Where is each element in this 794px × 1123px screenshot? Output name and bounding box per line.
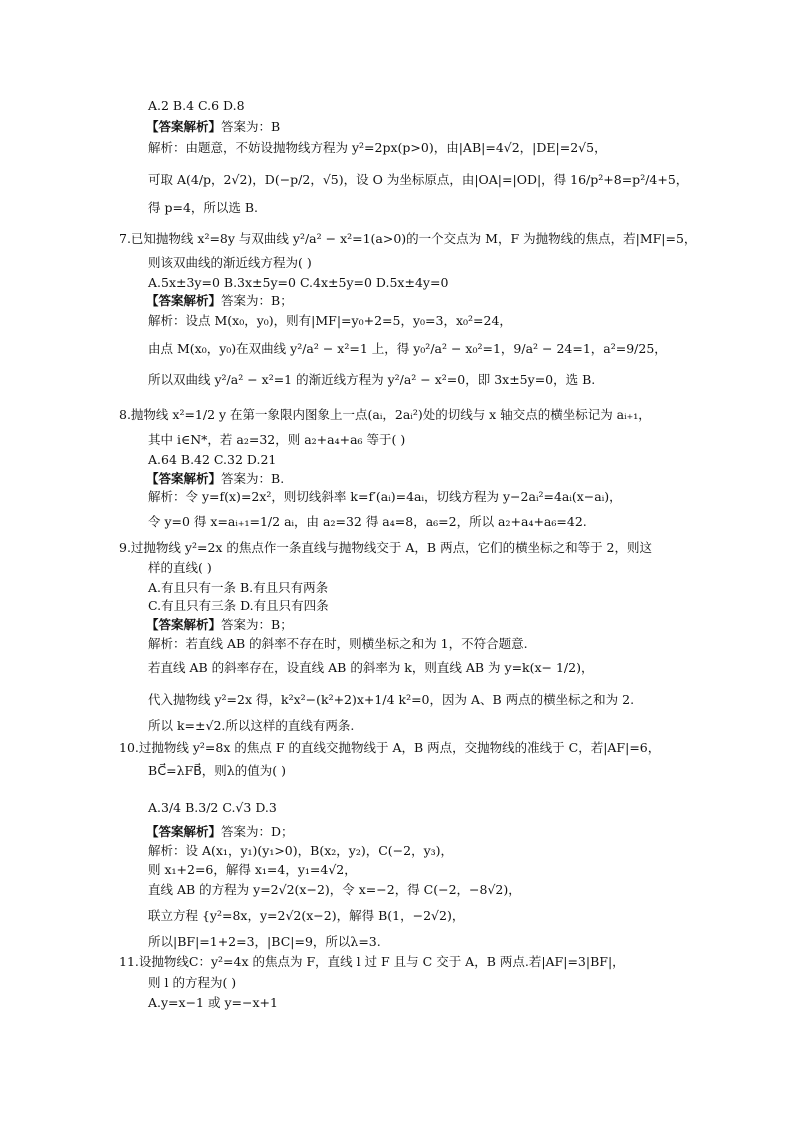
options-q8: A.64 B.42 C.32 D.21	[148, 452, 277, 467]
answer-heading-q6: 【答案解析】答案为：B	[146, 119, 281, 134]
solution-line: 联立方程 {y²=8x，y=2√2(x−2)，解得 B(1，−2√2)，	[148, 908, 465, 923]
question-10: 10.过抛物线 y²=8x 的焦点 F 的直线交抛物线于 A，B 两点，交抛物线的准线于 C，若|AF|=6，	[119, 740, 661, 755]
question-7-cont: 则该双曲线的渐近线方程为( )	[148, 255, 312, 270]
solution-line: 所以|BF|=1+2=3，|BC|=9，所以λ=3.	[148, 934, 381, 949]
solution-line: 可取 A(4/p，2√2)，D(−p/2，√5)，设 O 为坐标原点，由|OA|=|OD|，得 16/p²+8=p²/4+5，	[148, 172, 689, 187]
solution-line: 解析：设 A(x₁，y₁)(y₁>0)，B(x₂，y₂)，C(−2，y₃)，	[148, 843, 454, 858]
solution-line: 所以 k=±√2.所以这样的直线有两条.	[148, 718, 355, 733]
solution-line: 所以双曲线 y²/a² − x²=1 的渐近线方程为 y²/a² − x²=0，即 3x±5y=0，选 B.	[148, 372, 596, 387]
solution-line: 直线 AB 的方程为 y=2√2(x−2)，令 x=−2，得 C(−2，−8√2)，	[148, 882, 521, 897]
question-9-cont: 样的直线( )	[148, 560, 212, 575]
question-9: 9.过抛物线 y²=2x 的焦点作一条直线与抛物线交于 A，B 两点，它们的横坐标之和等于 2，则这	[119, 540, 653, 555]
solution-line: 解析：若直线 AB 的斜率不存在时，则横坐标之和为 1，不符合题意.	[148, 636, 528, 651]
solution-line: 得 p=4，所以选 B.	[148, 200, 259, 215]
answer-heading-q9: 【答案解析】答案为：B；	[146, 617, 293, 632]
solution-line: 代入抛物线 y²=2x 得，k²x²−(k²+2)x+1/4 k²=0，因为 A、B 两点的横坐标之和为 2.	[148, 692, 635, 707]
question-11-cont: 则 l 的方程为( )	[148, 975, 237, 990]
solution-line: 解析：设点 M(x₀，y₀)，则有|MF|=y₀+2=5，y₀=3，x₀²=24，	[148, 313, 512, 328]
answer-heading-q8: 【答案解析】答案为：B.	[146, 471, 285, 486]
question-8-cont: 其中 i∈N*，若 a₂=32，则 a₂+a₄+a₆ 等于( )	[148, 432, 406, 447]
question-7: 7.已知抛物线 x²=8y 与双曲线 y²/a² − x²=1(a>0)的一个交点为 M，F 为抛物线的焦点，若|MF|=5，	[119, 231, 697, 246]
solution-line: 令 y=0 得 x=aᵢ₊₁=1/2 aᵢ，由 a₂=32 得 a₄=8，a₆=2，所以 a₂+a₄+a₆=42.	[148, 514, 587, 529]
solution-line: 解析：令 y=f(x)=2x²，则切线斜率 k=f′(aᵢ)=4aᵢ，切线方程为 y−2aᵢ²=4aᵢ(x−aᵢ)，	[148, 489, 622, 504]
options-q9-cd: C.有且只有三条 D.有且只有四条	[148, 598, 329, 613]
answer-heading-q10: 【答案解析】答案为：D；	[146, 824, 294, 839]
solution-line: 若直线 AB 的斜率存在，设直线 AB 的斜率为 k，则直线 AB 为 y=k(x− 1/2)，	[148, 660, 594, 675]
question-11: 11.设抛物线C：y²=4x 的焦点为 F，直线 l 过 F 且与 C 交于 A，B 两点.若|AF|=3|BF|，	[119, 954, 625, 969]
options-q10: A.3/4 B.3/2 C.√3 D.3	[148, 800, 277, 815]
options-q6: A.2 B.4 C.6 D.8	[148, 98, 245, 113]
options-q9-ab: A.有且只有一条 B.有且只有两条	[148, 580, 329, 595]
question-8: 8.抛物线 x²=1/2 y 在第一象限内图象上一点(aᵢ，2aᵢ²)处的切线与 x 轴交点的横坐标记为 aᵢ₊₁，	[119, 407, 651, 422]
solution-line: 由点 M(x₀，y₀)在双曲线 y²/a² − x²=1 上，得 y₀²/a² − x₀²=1，9/a² − 24=1，a²=9/25，	[148, 341, 667, 356]
solution-line: 解析：由题意，不妨设抛物线方程为 y²=2px(p>0)，由|AB|=4√2，|DE|=2√5，	[148, 140, 607, 155]
answer-heading-q7: 【答案解析】答案为：B；	[146, 293, 293, 308]
options-q7: A.5x±3y=0 B.3x±5y=0 C.4x±5y=0 D.5x±4y=0	[148, 275, 449, 290]
question-10-cont: BC⃗=λFB⃗，则λ的值为( )	[148, 763, 286, 778]
option-q11-a: A.y=x−1 或 y=−x+1	[148, 995, 278, 1010]
solution-line: 则 x₁+2=6，解得 x₁=4，y₁=4√2，	[148, 862, 357, 877]
